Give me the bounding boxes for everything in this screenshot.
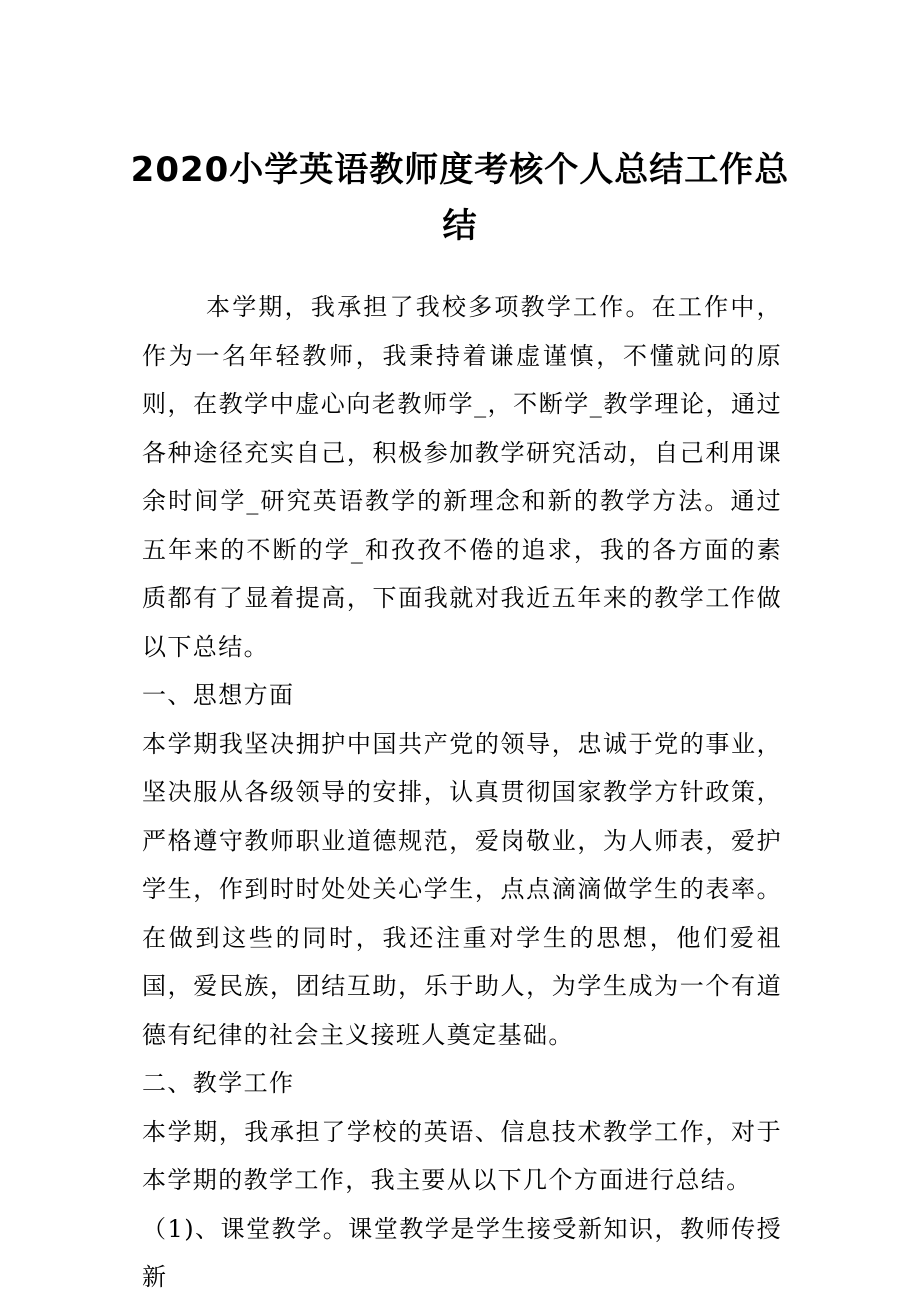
classroom-teaching-paragraph: （1)、课堂教学。课堂教学是学生接受新知识，教师传授新: [142, 1214, 782, 1291]
document-title: 2020小学英语教师度考核个人总结工作总结: [130, 150, 790, 246]
intro-paragraph: 本学期，我承担了我校多项教学工作。在工作中，作为一名年轻教师，我秉持着谦虚谨慎，不懂就问的原则，在教学中虚心向老教师学_，不断学_教学理论，通过各种途径充实自己，积极参加教学研究活动，自己利用课余时间学_研究英语教学的新理念和新的教学方法。通过五年来的不断的学_和孜孜不倦的追求，我的各方面的素质都有了显着提高，下面我就对我近五年来的教学工作做以下总结。: [142, 293, 782, 661]
thought-paragraph: 本学期我坚决拥护中国共产党的领导，忠诚于党的事业，坚决服从各级领导的安排，认真贯彻国家教学方针政策，严格遵守教师职业道德规范，爱岗敬业，为人师表，爱护学生，作到时时处处关心学生，点点滴滴做学生的表率。在做到这些的同时，我还注重对学生的思想，他们爱祖国，爱民族，团结互助，乐于助人，为学生成为一个有道德有纪律的社会主义接班人奠定基础。: [142, 729, 782, 1049]
section-heading-thought: 一、思想方面: [142, 681, 295, 709]
document-body: [142, 283, 782, 1302]
teaching-paragraph: 本学期，我承担了学校的英语、信息技术教学工作，对于本学期的教学工作，我主要从以下几个方面进行总结。: [142, 1117, 782, 1194]
section-heading-teaching: 二、教学工作: [142, 1069, 295, 1097]
